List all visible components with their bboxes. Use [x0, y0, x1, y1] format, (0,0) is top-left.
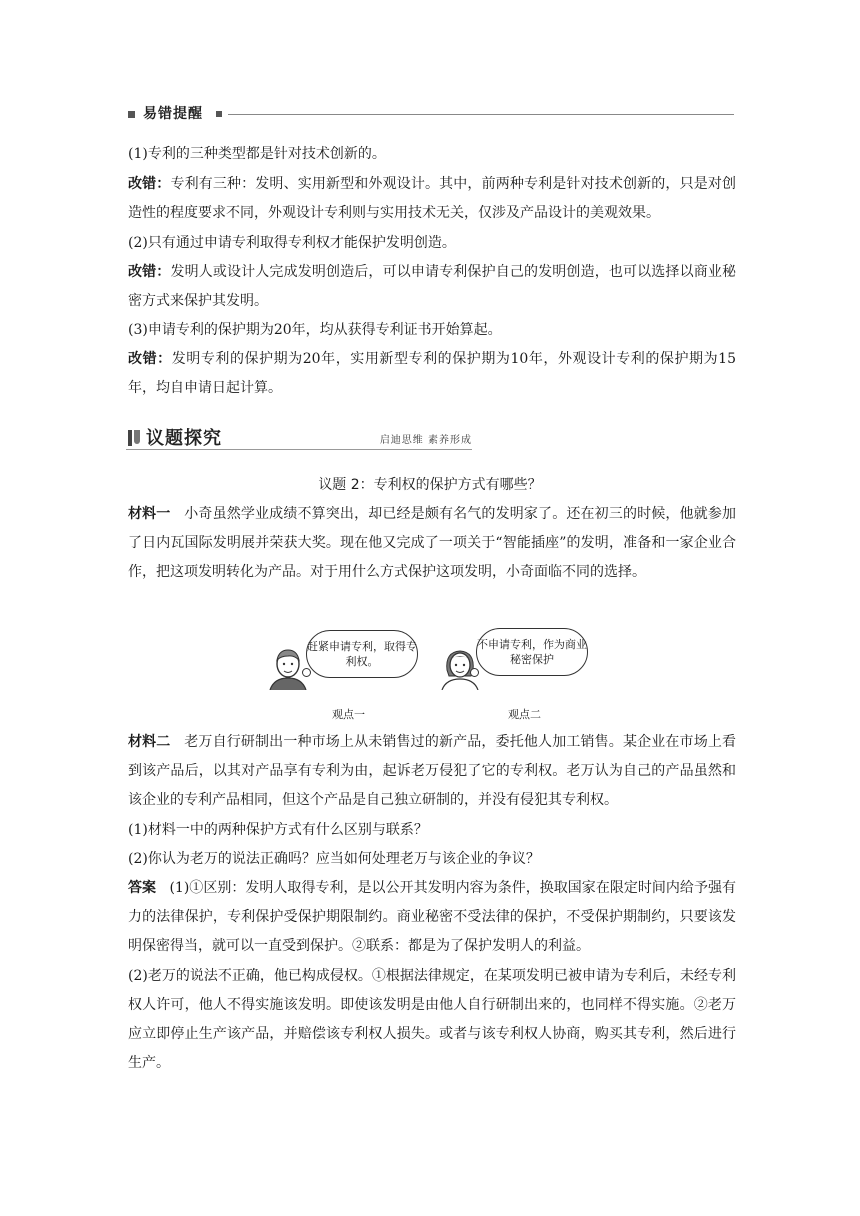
header-bar-icon [128, 430, 132, 446]
question-one: (1)材料一中的两种保护方式有什么区别与联系？ [128, 822, 428, 838]
viewpoint-two-caption: 观点二 [508, 708, 541, 721]
material-two: 材料二 老万自行研制出一种市场上从未销售过的新产品，委托他人加工销售。某企业在市场上看到该产品后，以其对产品享有专利为由，起诉老万侵犯了它的专利权。老万认为自己的产品虽然和该企业的专利产品相同，但这个产品是自己独立研制的，并没有侵犯其专利权。 [128, 734, 736, 808]
yiti-title: 议题探究 [146, 428, 222, 449]
header-rule [126, 449, 472, 450]
question-two: (2)你认为老万的说法正确吗？应当如何处理老万与该企业的争议？ [128, 851, 540, 867]
thought-bubble-one: 赶紧申请专利，取得专利权。 [306, 630, 418, 678]
material-label: 材料一 [128, 506, 171, 522]
square-bullet-icon [128, 111, 135, 118]
reminder-item-3: (3)申请专利的保护期为20年，均从获得专利证书开始算起。 [128, 322, 502, 338]
viewpoints-illustration [262, 626, 602, 722]
material-label: 材料二 [128, 734, 171, 750]
thought-bubble-tail [302, 668, 311, 677]
reminder-correction-2: 改错：发明人或设计人完成发明创造后，可以申请专利保护自己的发明创造，也可以选择以商业秘密方式来保护其发明。 [128, 264, 737, 309]
square-bullet-icon [216, 111, 222, 117]
answer-part-two: (2)老万的说法不正确，他已构成侵权。①根据法律规定，在某项发明已被申请为专利后，未经专利权人许可，他人不得实施该发明。即使该发明是由他人自行研制出来的，也同样不得实施。②老万应立即停止生产该产品，并赔偿该专利权人损失。或者与该专利权人协商，购买其专利，然后进行生产。 [128, 968, 736, 1071]
viewpoint-one-caption: 观点一 [332, 708, 365, 721]
correction-label: 改错： [128, 264, 171, 280]
reminder-title: 易错提醒 [143, 106, 203, 122]
reminder-correction-3: 改错：发明专利的保护期为20年，实用新型专利的保护期为10年，外观设计专利的保护期为15年，均自申请日起计算。 [128, 351, 737, 396]
pin-icon [134, 430, 140, 444]
answer-part-one: 答案 (1)①区别：发明人取得专利，是以公开其发明内容为条件，换取国家在限定时间内给予强有力的法律保护，专利保护受保护期限制约。商业秘密不受法律的保护，不受保护期制约，只要该发明保密得当，就可以一直受到保护。②联系：都是为了保护发明人的利益。 [128, 880, 736, 954]
answer-label: 答案 [128, 880, 157, 896]
thought-bubble-tail [470, 668, 479, 677]
reminder-item-1: (1)专利的三种类型都是针对技术创新的。 [128, 146, 386, 162]
correction-label: 改错： [128, 176, 171, 192]
yiti-subtitle: 启迪思维 素养形成 [379, 435, 472, 446]
reminder-item-2: (2)只有通过申请专利取得专利权才能保护发明创造。 [128, 235, 456, 251]
material-one: 材料一 小奇虽然学业成绩不算突出，却已经是颇有名气的发明家了。还在初三的时候，他就参加了日内瓦国际发明展并荣获大奖。现在他又完成了一项关于“智能插座”的发明，准备和一家企业合作，把这项发明转化为产品。对于用什么方式保护这项发明，小奇面临不同的选择。 [128, 506, 736, 580]
thought-bubble-two: 不申请专利，作为商业秘密保护 [476, 628, 588, 676]
reminder-header [126, 100, 734, 130]
yiti-header [126, 424, 472, 450]
question-title: 议题 2：专利权的保护方式有哪些？ [318, 477, 542, 493]
correction-label: 改错： [128, 351, 172, 367]
header-rule [228, 114, 734, 115]
reminder-correction-1: 改错：专利有三种：发明、实用新型和外观设计。其中，前两种专利是针对技术创新的，只是对创造性的程度要求不同，外观设计专利则与实用技术无关，仅涉及产品设计的美观效果。 [128, 176, 737, 221]
